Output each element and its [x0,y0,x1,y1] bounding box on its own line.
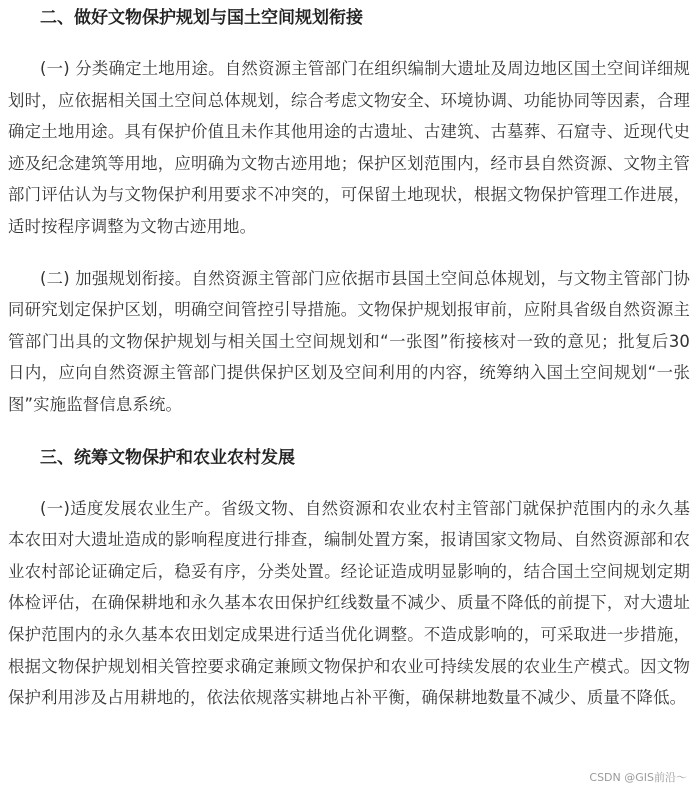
document-body [8,0,690,714]
section-heading-3: 三、统筹文物保护和农业农村发展 [40,447,295,468]
paragraph-land-use: (一) 分类确定土地用途。自然资源主管部门在组织编制大遗址及周边地区国土空间详细规划时，应依据相关国土空间总体规划，综合考虑文物安全、环境协调、功能协同等因素，合理确定土地用途。具有保护价值且未作其他用途的古遗址、古建筑、古墓葬、石窟寺、近现代史迹及纪念建筑等用地，应明确为文物古迹用地；保护区划范围内，经市县自然资源、文物主管部门评估认为与文物保护利用要求不冲突的，可保留土地现状，根据文物保护管理工作进展，适时按程序调整为文物古迹用地。 [8,59,690,236]
paragraph-agriculture: (一)适度发展农业生产。省级文物、自然资源和农业农村主管部门就保护范围内的永久基本农田对大遗址造成的影响程度进行排查，编制处置方案，报请国家文物局、自然资源部和农业农村部论证确定后，稳妥有序，分类处置。经论证造成明显影响的，结合国土空间规划定期体检评估，在确保耕地和永久基本农田保护红线数量不减少、质量不降低的前提下，对大遗址保护范围内的永久基本农田划定成果进行适当优化调整。不造成影响的，可采取进一步措施，根据文物保护规划相关管控要求确定兼顾文物保护和农业可持续发展的农业生产模式。因文物保护利用涉及占用耕地的，依法依规落实耕地占补平衡，确保耕地数量不减少、质量不降低。 [8,498,690,708]
paragraph-planning-link: (二) 加强规划衔接。自然资源主管部门应依据市县国土空间总体规划，与文物主管部门协同研究划定保护区划，明确空间管控引导措施。文物保护规划报审前，应附具省级自然资源主管部门出具的文物保护规划与相关国土空间规划和“一张图”衔接核对一致的意见；批复后30日内，应向自然资源主管部门提供保护区划及空间利用的内容，统筹纳入国土空间规划“一张图”实施监督信息系统。 [8,268,690,414]
section-heading-2: 二、做好文物保护规划与国土空间规划衔接 [40,8,363,28]
csdn-watermark: CSDN @GIS前沿～ [589,771,687,784]
